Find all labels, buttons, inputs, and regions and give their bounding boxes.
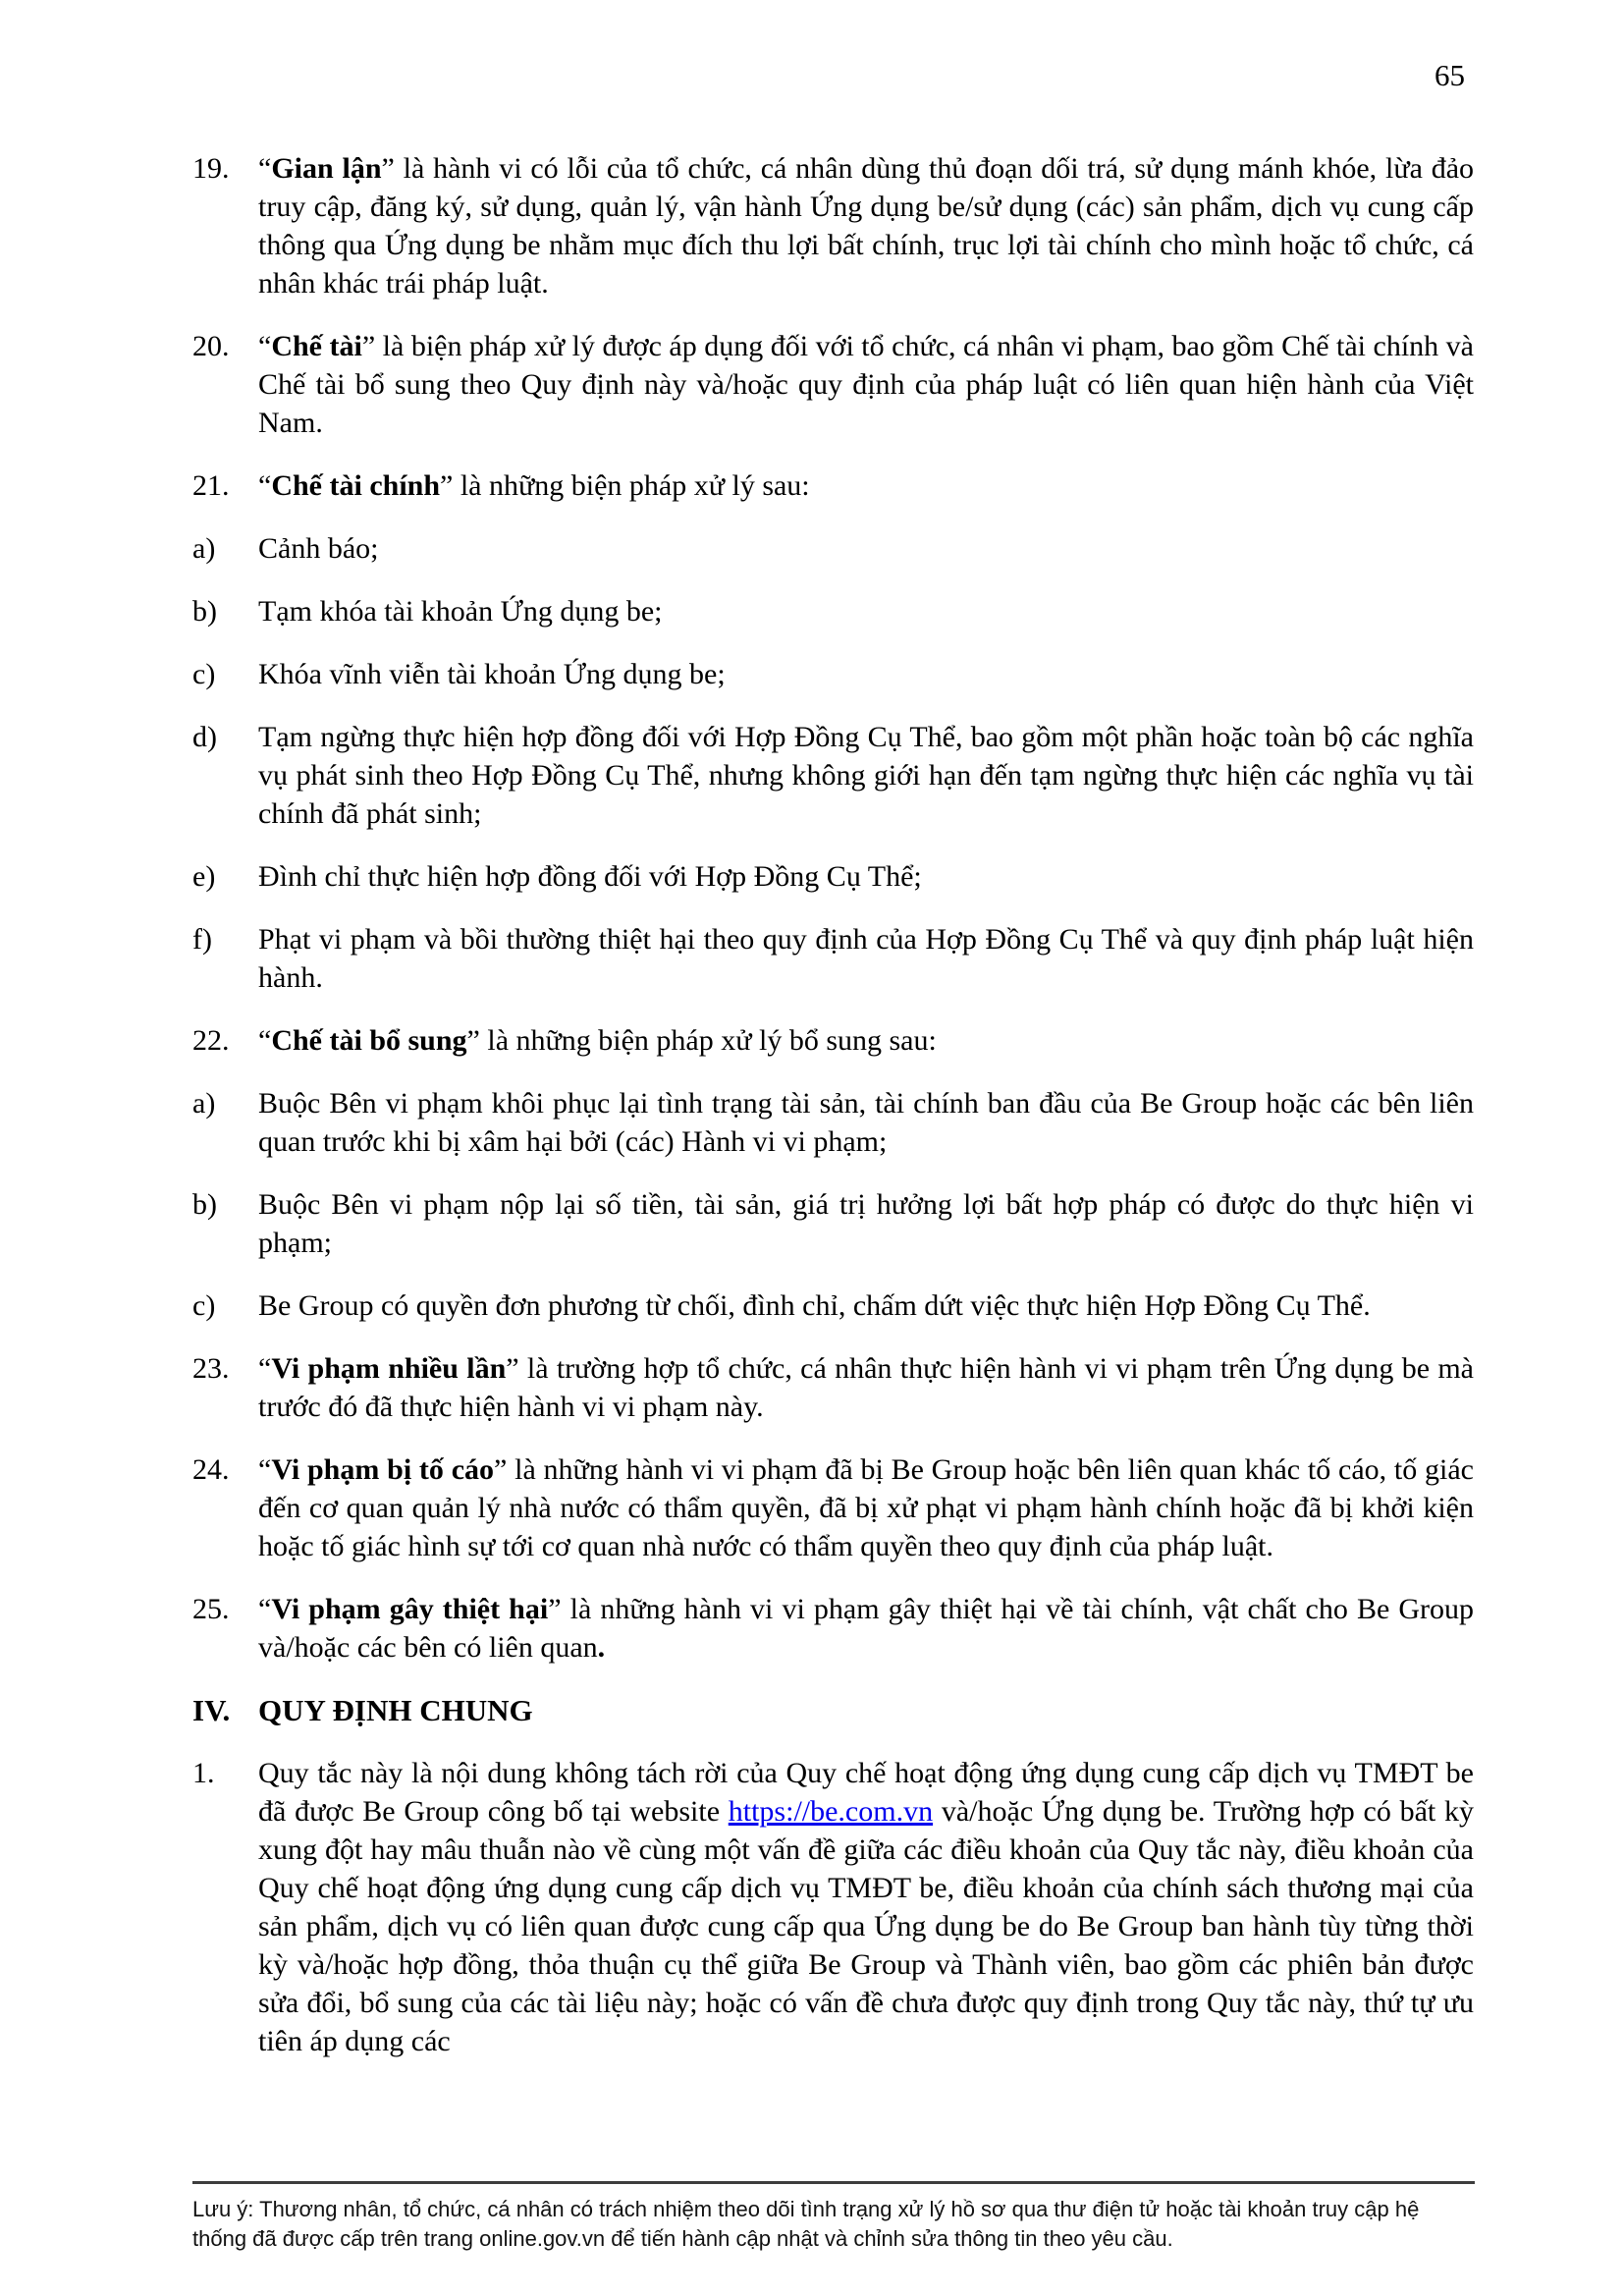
- section-numeral: IV.: [192, 1693, 231, 1727]
- item-letter: a): [192, 1087, 216, 1120]
- item-text: Buộc Bên vi phạm nộp lại số tiền, tài sản, giá trị hưởng lợi bất hợp pháp có được do thực hiện vi phạm;: [258, 1188, 1474, 1259]
- definition-item-20: [192, 327, 1474, 442]
- sub-item-21a: [192, 529, 1474, 568]
- item-text: “Vi phạm bị tố cáo” là những hành vi vi phạm đã bị Be Group hoặc bên liên quan khác tố cáo, tố giác đến cơ quan quản lý nhà nước có thẩm quyền, đã bị xử phạt vi phạm hành chính hoặc đã bị khởi kiện hoặc tố giác hình sự tới cơ quan nhà nước có thẩm quyền theo quy định của pháp luật.: [258, 1453, 1474, 1562]
- item-text: Tạm ngừng thực hiện hợp đồng đối với Hợp Đồng Cụ Thể, bao gồm một phần hoặc toàn bộ các nghĩa vụ phát sinh theo Hợp Đồng Cụ Thể, nhưng không giới hạn đến tạm ngừng thực hiện các nghĩa vụ tài chính đã phát sinh;: [258, 721, 1474, 830]
- definition-item-21: [192, 466, 1474, 505]
- definition-item-24: [192, 1450, 1474, 1565]
- item-number: 1.: [192, 1757, 215, 1789]
- item-number: 22.: [192, 1024, 230, 1057]
- item-text: Buộc Bên vi phạm khôi phục lại tình trạng tài sản, tài chính ban đầu của Be Group hoặc các bên liên quan trước khi bị xâm hại bởi (các) Hành vi vi phạm;: [258, 1087, 1474, 1158]
- definition-item-19: [192, 149, 1474, 302]
- item-text: Cảnh báo;: [258, 532, 379, 565]
- item-letter: f): [192, 923, 212, 956]
- definition-item-22: [192, 1021, 1474, 1060]
- item-number: 25.: [192, 1593, 230, 1625]
- item-text: “Vi phạm gây thiệt hại” là những hành vi vi phạm gây thiệt hại về tài chính, vật chất cho Be Group và/hoặc các bên có liên quan.: [258, 1593, 1474, 1664]
- item-letter: c): [192, 1289, 216, 1322]
- item-letter: a): [192, 532, 216, 565]
- item-letter: b): [192, 1188, 217, 1221]
- item-letter: c): [192, 658, 216, 690]
- sub-item-21d: [192, 718, 1474, 833]
- item-letter: b): [192, 595, 217, 628]
- item-text: Tạm khóa tài khoản Ứng dụng be;: [258, 595, 663, 628]
- item-number: 20.: [192, 330, 230, 362]
- item-text: Đình chỉ thực hiện hợp đồng đối với Hợp Đồng Cụ Thể;: [258, 860, 922, 893]
- item-text: Be Group có quyền đơn phương từ chối, đình chỉ, chấm dứt việc thực hiện Hợp Đồng Cụ Thể.: [258, 1289, 1371, 1322]
- item-text: Quy tắc này là nội dung không tách rời của Quy chế hoạt động ứng dụng cung cấp dịch vụ TMĐT be đã được Be Group công bố tại website https://be.com.vn và/hoặc Ứng dụng be. Trường hợp có bất kỳ xung đột hay mâu thuẫn nào về cùng một vấn đề giữa các điều khoản của Quy tắc này, điều khoản của Quy chế hoạt động ứng dụng cung cấp dịch vụ TMĐT be, điều khoản của chính sách thương mại của sản phẩm, dịch vụ có liên quan được cung cấp qua Ứng dụng be do Be Group ban hành tùy từng thời kỳ và/hoặc hợp đồng, thỏa thuận cụ thể giữa Be Group và Thành viên, bao gồm các phiên bản được sửa đổi, bổ sung của các tài liệu này; hoặc có vấn đề chưa được quy định trong Quy tắc này, thứ tự ưu tiên áp dụng các: [258, 1757, 1474, 2057]
- sub-item-21b: [192, 592, 1474, 630]
- item-text: “Chế tài” là biện pháp xử lý được áp dụng đối với tổ chức, cá nhân vi phạm, bao gồm Chế tài chính và Chế tài bổ sung theo Quy định này và/hoặc quy định của pháp luật có liên quan hiện hành của Việt Nam.: [258, 330, 1474, 439]
- item-number: 21.: [192, 469, 230, 502]
- definition-item-25: [192, 1590, 1474, 1667]
- item-text: “Vi phạm nhiều lần” là trường hợp tổ chức, cá nhân thực hiện hành vi vi phạm trên Ứng dụng be mà trước đó đã thực hiện hành vi vi phạm này.: [258, 1352, 1474, 1423]
- definition-item-23: [192, 1349, 1474, 1426]
- sub-item-21e: [192, 857, 1474, 896]
- item-text: “Chế tài bổ sung” là những biện pháp xử lý bổ sung sau:: [258, 1024, 937, 1057]
- sub-item-21c: [192, 655, 1474, 693]
- document-body: [192, 149, 1474, 2085]
- sub-item-22a: [192, 1084, 1474, 1161]
- item-text: “Chế tài chính” là những biện pháp xử lý sau:: [258, 469, 810, 502]
- sub-item-22c: [192, 1286, 1474, 1325]
- item-text: “Gian lận” là hành vi có lỗi của tổ chức, cá nhân dùng thủ đoạn dối trá, sử dụng mánh khóe, lừa đảo truy cập, đăng ký, sử dụng, quản lý, vận hành Ứng dụng be/sử dụng (các) sản phẩm, dịch vụ cung cấp thông qua Ứng dụng be nhằm mục đích thu lợi bất chính, trục lợi tài chính cho mình hoặc tổ chức, cá nhân khác trái pháp luật.: [258, 152, 1475, 300]
- item-text: Khóa vĩnh viễn tài khoản Ứng dụng be;: [258, 658, 726, 690]
- footer-note: Lưu ý: Thương nhân, tổ chức, cá nhân có trách nhiệm theo dõi tình trạng xử lý hồ sơ qua thư điện tử hoặc tài khoản truy cập hệ thống đã được cấp trên trang online.gov.vn để tiến hành cập nhật và chỉnh sửa thông tin theo yêu cầu.: [192, 2197, 1420, 2251]
- item-text: Phạt vi phạm và bồi thường thiệt hại theo quy định của Hợp Đồng Cụ Thể và quy định pháp luật hiện hành.: [258, 923, 1474, 994]
- section-title: QUY ĐỊNH CHUNG: [258, 1693, 533, 1727]
- sub-item-21f: [192, 920, 1474, 997]
- page-footer: [192, 2181, 1475, 2254]
- page-number: 65: [1435, 58, 1465, 92]
- section-iv-item-1: [192, 1754, 1474, 2060]
- item-number: 19.: [192, 152, 230, 185]
- be-website-link[interactable]: https://be.com.vn: [728, 1795, 934, 1828]
- item-number: 24.: [192, 1453, 230, 1486]
- sub-item-22b: [192, 1185, 1474, 1262]
- item-letter: e): [192, 860, 216, 893]
- item-letter: d): [192, 721, 217, 753]
- section-heading-iv: [192, 1691, 1474, 1729]
- item-number: 23.: [192, 1352, 230, 1385]
